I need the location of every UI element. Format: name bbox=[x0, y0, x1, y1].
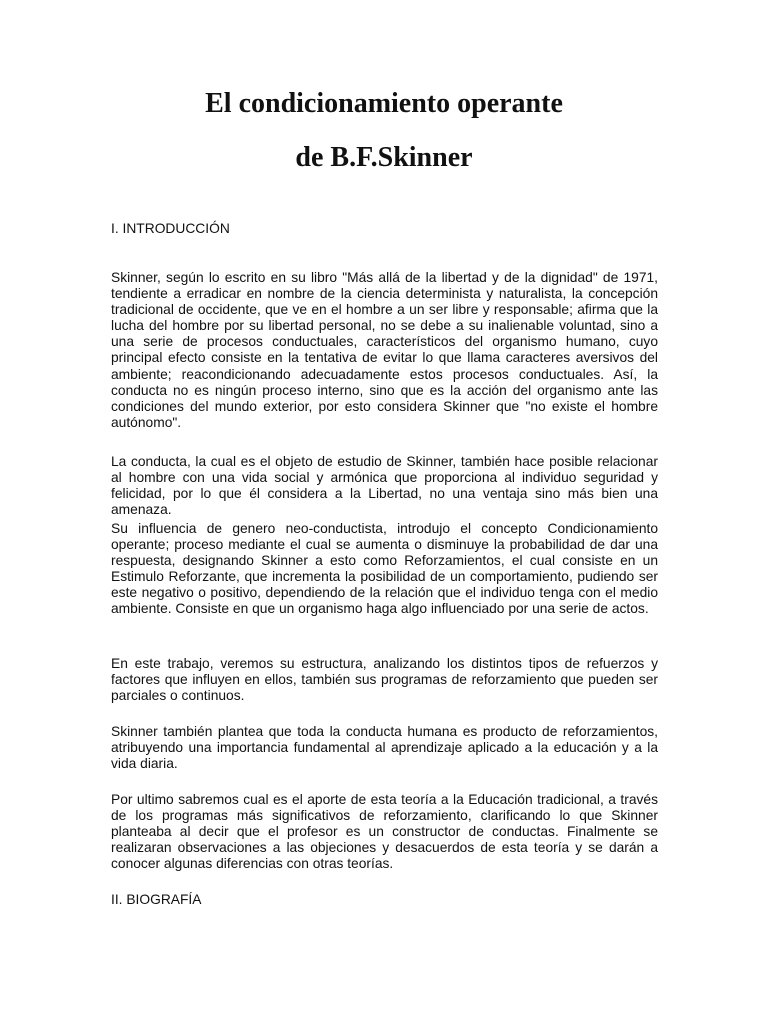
document-title-line-2: de B.F.Skinner bbox=[295, 142, 473, 173]
paragraph-block bbox=[111, 521, 658, 618]
paragraph: La conducta, la cual es el objeto de estudio de Skinner, también hace posible relacionar al hombre con una vida social y armónica que proporciona al individuo seguridad y felicidad, por lo que él considera a la Libertad, no una ventaja sino más bien una amenaza. bbox=[111, 454, 658, 518]
section-heading-biografia: II. BIOGRAFÍA bbox=[111, 892, 202, 907]
paragraph-block bbox=[111, 454, 658, 518]
paragraph-block bbox=[111, 724, 658, 772]
paragraph-block bbox=[111, 270, 658, 431]
paragraph-block bbox=[111, 792, 658, 872]
paragraph: Su influencia de genero neo-conductista, introdujo el concepto Condicionamiento operante; proceso mediante el cual se aumenta o disminuye la probabilidad de dar una respuesta, designando Skinner a esto como Reforzamientos, el cual consiste en un Estimulo Reforzante, que incrementa la posibilidad de un comportamiento, pudiendo ser este negativo o positivo, dependiendo de la relación que el individuo tenga con el medio ambiente. Consiste en que un organismo haga algo influenciado por una serie de actos. bbox=[111, 521, 658, 617]
paragraph: Skinner también plantea que toda la conducta humana es producto de reforzamientos, atribuyendo una importancia fundamental al aprendizaje aplicado a la educación y a la vida diaria. bbox=[111, 724, 658, 772]
document-title-line-1: El condicionamiento operante bbox=[205, 88, 563, 119]
section-heading-introduccion: I. INTRODUCCIÓN bbox=[111, 221, 230, 236]
paragraph-block bbox=[111, 656, 658, 704]
paragraph: En este trabajo, veremos su estructura, analizando los distintos tipos de refuerzos y factores que influyen en ellos, también sus programas de reforzamiento que pueden ser parciales o continuos. bbox=[111, 656, 658, 704]
paragraph: Por ultimo sabremos cual es el aporte de esta teoría a la Educación tradicional, a través de los programas más significativos de reforzamiento, clarificando lo que Skinner planteaba al decir que el profesor es un constructor de conductas. Finalmente se realizaran observaciones a las objeciones y desacuerdos de esta teoría y se darán a conocer algunas diferencias con otras teorías. bbox=[111, 792, 658, 872]
paragraph: Skinner, según lo escrito en su libro "Más allá de la libertad y de la dignidad" de 1971, tendiente a erradicar en nombre de la ciencia determinista y naturalista, la concepción tradicional de occidente, que ve en el hombre a un ser libre y responsable; afirma que la lucha del hombre por su libertad personal, no se debe a su inalienable voluntad, sino a una serie de procesos conductuales, característicos del organismo humano, cuyo principal efecto consiste en la tentativa de evitar lo que llama caracteres aversivos del ambiente; reacondicionando adecuadamente estos procesos conductuales. Así, la conducta no es ningún proceso interno, sino que es la acción del organismo ante las condiciones del mundo exterior, por esto considera Skinner que "no existe el hombre autónomo". bbox=[111, 270, 658, 430]
